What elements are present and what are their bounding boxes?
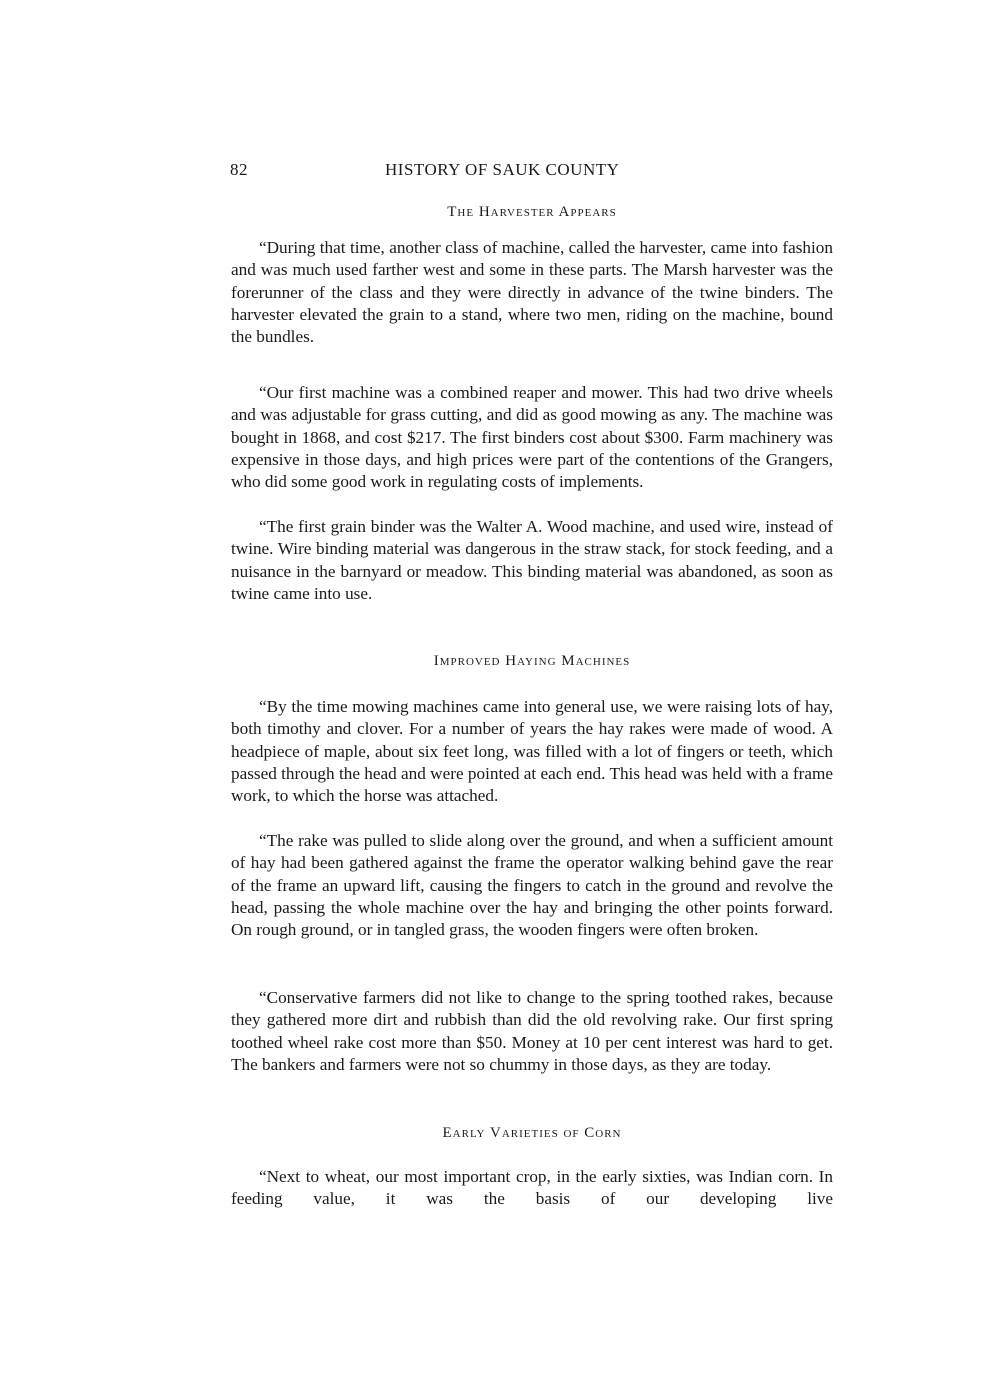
paragraph: “The rake was pulled to slide along over the ground, and when a sufficient amount of hay had been gathered against the frame the operator walking behind gave the rear of the frame an upward lift, causing the fingers to catch in the ground and revolve the head, passing the whole machine over the hay and bringing the other points forward. On rough ground, or in tangled grass, the wooden fingers were often broken. xyxy=(231,831,833,940)
paragraph: “Next to wheat, our most important crop, in the early sixties, was Indian corn. In feeding value, it was the basis of our developing live xyxy=(231,1167,833,1209)
paragraph: “By the time mowing machines came into general use, we were raising lots of hay, both timothy and clover. For a number of years the hay rakes were made of wood. A headpiece of maple, about six feet long, was filled with a lot of fingers or teeth, which passed through the head and were pointed at each end. This head was held with a frame work, to which the horse was attached. xyxy=(231,697,833,806)
paragraph: “The first grain binder was the Walter A. Wood machine, and used wire, instead of twine. Wire binding material was dangerous in the straw stack, for stock feeding, and a nuisance in the barnyard or meadow. This binding material was abandoned, as soon as twine came into use. xyxy=(231,517,833,603)
running-head xyxy=(230,160,834,184)
section-heading-text: Early Varieties of Corn xyxy=(442,1125,622,1141)
section-heading-corn xyxy=(230,1125,834,1142)
paragraph: “Our first machine was a combined reaper and mower. This had two drive wheels and was adjustable for grass cutting, and did as good mowing as any. The machine was bought in 1868, and cost $217. The first binders cost about $300. Farm machinery was expensive in those days, and high prices were part of the contentions of the Grangers, who did some good work in regulating costs of implements. xyxy=(231,383,833,492)
section-heading-harvester xyxy=(230,204,834,221)
paragraph: “During that time, another class of machine, called the harvester, came into fashion and was much used farther west and some in these parts. The Marsh harvester was the forerunner of the class and they were directly in advance of the twine binders. The harvester elevated the grain to a stand, where two men, riding on the machine, bound the bundles. xyxy=(231,238,833,347)
section-heading-text: The Harvester Appears xyxy=(447,204,617,220)
paragraph: “Conservative farmers did not like to change to the spring toothed rakes, because they gathered more dirt and rubbish than did the old revolving rake. Our first spring toothed wheel rake cost more than $50. Money at 10 per cent interest was hard to get. The bankers and farmers were not so chummy in those days, as they are today. xyxy=(231,988,833,1074)
section-heading-haying xyxy=(230,653,834,670)
section-heading-text: Improved Haying Machines xyxy=(433,653,631,669)
book-title: HISTORY OF SAUK COUNTY xyxy=(385,160,620,179)
page-number: 82 xyxy=(230,160,248,179)
